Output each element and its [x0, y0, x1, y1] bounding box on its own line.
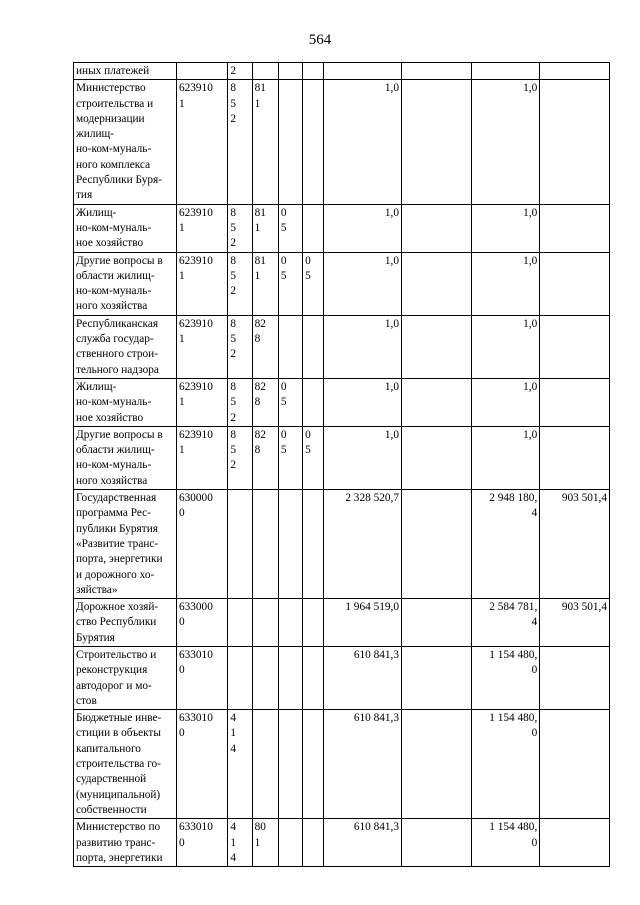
table-row	[74, 710, 610, 819]
cell-subsection	[303, 490, 324, 599]
cell-amount-1: 1,0	[324, 426, 402, 489]
cell-amount-1: 1,0	[324, 80, 402, 204]
cell-section	[278, 315, 302, 378]
cell-name: Другие вопросы в области жилищ- но-ком-муналь- ного хозяйства	[74, 426, 177, 489]
cell-amount-3: 1,0	[471, 80, 540, 204]
cell-expense-type	[228, 599, 252, 647]
cell-target-article: 633000 0	[176, 599, 227, 647]
cell-amount-3: 1,0	[471, 315, 540, 378]
cell-expense-type: 8 5 2	[228, 80, 252, 204]
cell-amount-2	[402, 710, 472, 819]
table-row	[74, 819, 610, 867]
cell-amount-4: 903 501,4	[540, 490, 610, 599]
cell-expense-type: 8 5 2	[228, 315, 252, 378]
cell-amount-3: 1,0	[471, 204, 540, 252]
cell-section	[278, 63, 302, 80]
cell-name: иных платежей	[74, 63, 177, 80]
cell-amount-4	[540, 378, 610, 426]
cell-subsection	[303, 315, 324, 378]
cell-amount-1: 1,0	[324, 315, 402, 378]
cell-subsection	[303, 378, 324, 426]
cell-name: Жилищ- но-ком-муналь- ное хозяйство	[74, 204, 177, 252]
table-row	[74, 204, 610, 252]
table-row	[74, 63, 610, 80]
cell-amount-3: 1,0	[471, 378, 540, 426]
cell-ministry	[252, 646, 278, 709]
cell-target-article: 630000 0	[176, 490, 227, 599]
cell-target-article: 623910 1	[176, 204, 227, 252]
cell-amount-4	[540, 252, 610, 315]
cell-subsection	[303, 819, 324, 867]
cell-amount-1: 1,0	[324, 252, 402, 315]
table-row	[74, 426, 610, 489]
cell-subsection	[303, 80, 324, 204]
cell-target-article: 623910 1	[176, 426, 227, 489]
table-row	[74, 252, 610, 315]
cell-amount-2	[402, 599, 472, 647]
table-row	[74, 646, 610, 709]
cell-expense-type: 8 5 2	[228, 204, 252, 252]
cell-ministry	[252, 63, 278, 80]
cell-target-article: 623910 1	[176, 252, 227, 315]
cell-subsection	[303, 646, 324, 709]
cell-target-article: 633010 0	[176, 646, 227, 709]
cell-expense-type: 8 5 2	[228, 252, 252, 315]
cell-section: 0 5	[278, 204, 302, 252]
cell-amount-1: 610 841,3	[324, 710, 402, 819]
cell-name: Министерство по развитию транс- порта, энергетики	[74, 819, 177, 867]
cell-ministry: 82 8	[252, 315, 278, 378]
cell-ministry	[252, 490, 278, 599]
cell-amount-3: 2 948 180, 4	[471, 490, 540, 599]
cell-subsection	[303, 599, 324, 647]
cell-section	[278, 490, 302, 599]
cell-amount-2	[402, 315, 472, 378]
cell-target-article: 623910 1	[176, 378, 227, 426]
cell-amount-4	[540, 710, 610, 819]
cell-amount-2	[402, 204, 472, 252]
cell-section: 0 5	[278, 252, 302, 315]
cell-expense-type: 8 5 2	[228, 378, 252, 426]
cell-amount-3: 1 154 480, 0	[471, 646, 540, 709]
cell-subsection: 0 5	[303, 426, 324, 489]
cell-name: Министерство строительства и модернизации жилищ- но-ком-муналь- ного комплекса Республики Буря- тия	[74, 80, 177, 204]
cell-ministry	[252, 599, 278, 647]
cell-amount-2	[402, 378, 472, 426]
cell-subsection: 0 5	[303, 252, 324, 315]
cell-amount-3: 1,0	[471, 252, 540, 315]
cell-expense-type: 8 5 2	[228, 426, 252, 489]
budget-table	[73, 62, 610, 867]
cell-section: 0 5	[278, 378, 302, 426]
cell-name: Республиканская служба государ- ственного строи- тельного надзора	[74, 315, 177, 378]
page-number: 564	[308, 32, 332, 48]
cell-amount-3: 1 154 480, 0	[471, 819, 540, 867]
cell-ministry: 80 1	[252, 819, 278, 867]
cell-name: Строительство и реконструкция автодорог и мо- стов	[74, 646, 177, 709]
cell-name: Бюджетные инве- стиции в объекты капитального строительства го- сударственной (муниципальной) собственности	[74, 710, 177, 819]
cell-expense-type: 4 1 4	[228, 710, 252, 819]
cell-amount-2	[402, 426, 472, 489]
cell-section	[278, 80, 302, 204]
cell-amount-3	[471, 63, 540, 80]
cell-ministry: 82 8	[252, 378, 278, 426]
cell-amount-4	[540, 646, 610, 709]
table-row	[74, 378, 610, 426]
cell-section	[278, 599, 302, 647]
cell-target-article: 623910 1	[176, 315, 227, 378]
cell-amount-2	[402, 80, 472, 204]
table-row	[74, 599, 610, 647]
cell-expense-type	[228, 490, 252, 599]
cell-amount-3: 2 584 781, 4	[471, 599, 540, 647]
cell-amount-1: 1,0	[324, 378, 402, 426]
cell-amount-2	[402, 252, 472, 315]
cell-section	[278, 646, 302, 709]
cell-amount-1	[324, 63, 402, 80]
cell-amount-4	[540, 80, 610, 204]
cell-amount-2	[402, 646, 472, 709]
cell-amount-4	[540, 426, 610, 489]
cell-subsection	[303, 63, 324, 80]
cell-amount-4	[540, 315, 610, 378]
cell-section	[278, 710, 302, 819]
cell-ministry	[252, 710, 278, 819]
cell-amount-1: 1 964 519,0	[324, 599, 402, 647]
cell-name: Государственная программа Рес- публики Бурятия «Развитие транс- порта, энергетики и дорожного хо- зяйства»	[74, 490, 177, 599]
cell-amount-1: 2 328 520,7	[324, 490, 402, 599]
cell-amount-2	[402, 490, 472, 599]
cell-target-article: 633010 0	[176, 710, 227, 819]
cell-amount-3: 1 154 480, 0	[471, 710, 540, 819]
cell-ministry: 82 8	[252, 426, 278, 489]
cell-section: 0 5	[278, 426, 302, 489]
table-body	[74, 63, 610, 867]
cell-amount-1: 610 841,3	[324, 819, 402, 867]
cell-name: Жилищ- но-ком-муналь- ное хозяйство	[74, 378, 177, 426]
cell-target-article	[176, 63, 227, 80]
cell-subsection	[303, 204, 324, 252]
cell-amount-1: 1,0	[324, 204, 402, 252]
cell-expense-type: 2	[228, 63, 252, 80]
cell-amount-3: 1,0	[471, 426, 540, 489]
cell-ministry: 81 1	[252, 204, 278, 252]
cell-amount-4	[540, 819, 610, 867]
cell-subsection	[303, 710, 324, 819]
cell-target-article: 623910 1	[176, 80, 227, 204]
cell-amount-4	[540, 63, 610, 80]
table-row	[74, 490, 610, 599]
cell-name: Другие вопросы в области жилищ- но-ком-муналь- ного хозяйства	[74, 252, 177, 315]
cell-expense-type	[228, 646, 252, 709]
cell-expense-type: 4 1 4	[228, 819, 252, 867]
cell-amount-4: 903 501,4	[540, 599, 610, 647]
cell-amount-4	[540, 204, 610, 252]
cell-amount-2	[402, 63, 472, 80]
cell-amount-1: 610 841,3	[324, 646, 402, 709]
cell-target-article: 633010 0	[176, 819, 227, 867]
cell-ministry: 81 1	[252, 80, 278, 204]
cell-name: Дорожное хозяй- ство Республики Бурятия	[74, 599, 177, 647]
table-row	[74, 80, 610, 204]
cell-ministry: 81 1	[252, 252, 278, 315]
table-row	[74, 315, 610, 378]
cell-amount-2	[402, 819, 472, 867]
cell-section	[278, 819, 302, 867]
